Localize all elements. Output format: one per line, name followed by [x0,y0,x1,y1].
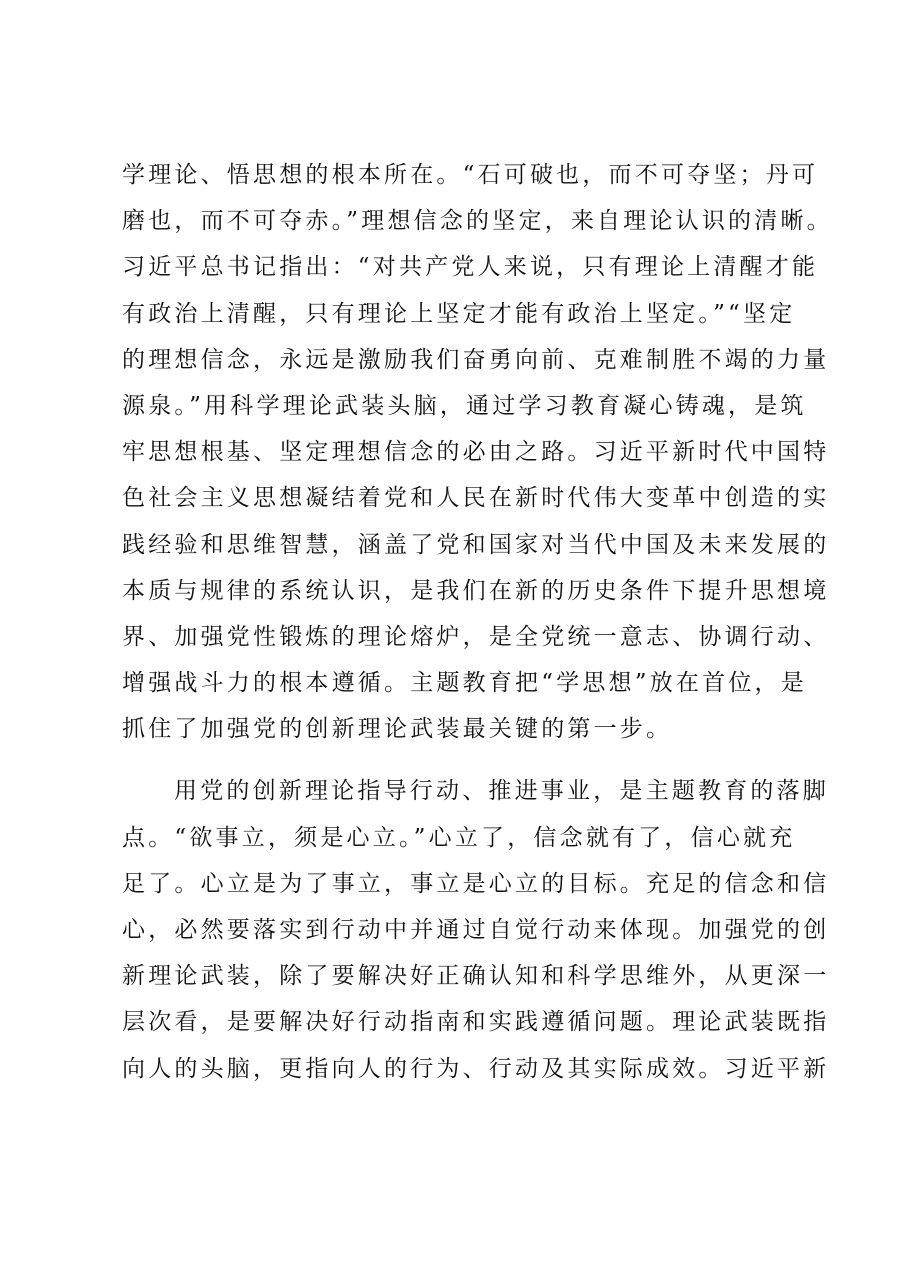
text-line: 抓住了加强党的创新理论武装最关键的第一步。 [122,716,673,743]
paragraph-2 [122,768,830,1091]
text-line: 源泉。”用科学理论武装头脑，通过学习教育凝心铸魂，是筑 [122,392,807,419]
text-line: 色社会主义思想凝结着党和人民在新时代伟大变革中创造的实 [122,485,830,512]
text-line: 牢思想根基、坚定理想信念的必由之路。习近平新时代中国特 [122,439,830,466]
text-line: 心，必然要落实到行动中并通过自觉行动来体现。加强党的创 [122,917,830,943]
text-line: 有政治上清醒，只有理论上坚定才能有政治上坚定。”“坚定 [122,300,796,327]
text-line: 点。“欲事立，须是心立。”心立了，信念就有了，信心就充 [122,824,796,851]
text-line: 本质与规律的系统认识，是我们在新的历史条件下提升思想境 [122,577,830,604]
paragraph-1 [122,152,833,752]
text-line: 学理论、悟思想的根本所在。“石可破也，而不可夺坚；丹可 [122,162,819,188]
text-line: 习近平总书记指出：“对共产党人来说，只有理论上清醒才能 [122,254,819,281]
document-body [122,152,833,1092]
text-line: 的理想信念，永远是激励我们奋勇向前、克难制胜不竭的力量 [122,346,830,373]
text-line: 向人的头脑，更指向人的行为、行动及其实际成效。习近平新 [122,1055,830,1082]
text-line: 足了。心立是为了事立，事立是心立的目标。充足的信念和信 [122,870,830,897]
text-line: 新理论武装，除了要解决好正确认知和科学思维外，从更深一 [122,963,830,990]
text-line: 磨也，而不可夺赤。”理想信念的坚定，来自理论认识的清晰。 [122,208,833,235]
text-line: 践经验和思维智慧，涵盖了党和国家对当代中国及未来发展的 [122,531,830,558]
text-line-indented: 用党的创新理论指导行动、推进事业，是主题教育的落脚 [174,778,829,805]
text-line: 增强战斗力的根本遵循。主题教育把“学思想”放在首位，是 [122,670,807,697]
text-line: 层次看，是要解决好行动指南和实践遵循问题。理论武装既指 [122,1009,830,1036]
text-line: 界、加强党性锻炼的理论熔炉，是全党统一意志、协调行动、 [122,623,830,650]
paragraph-spacer [122,752,802,768]
